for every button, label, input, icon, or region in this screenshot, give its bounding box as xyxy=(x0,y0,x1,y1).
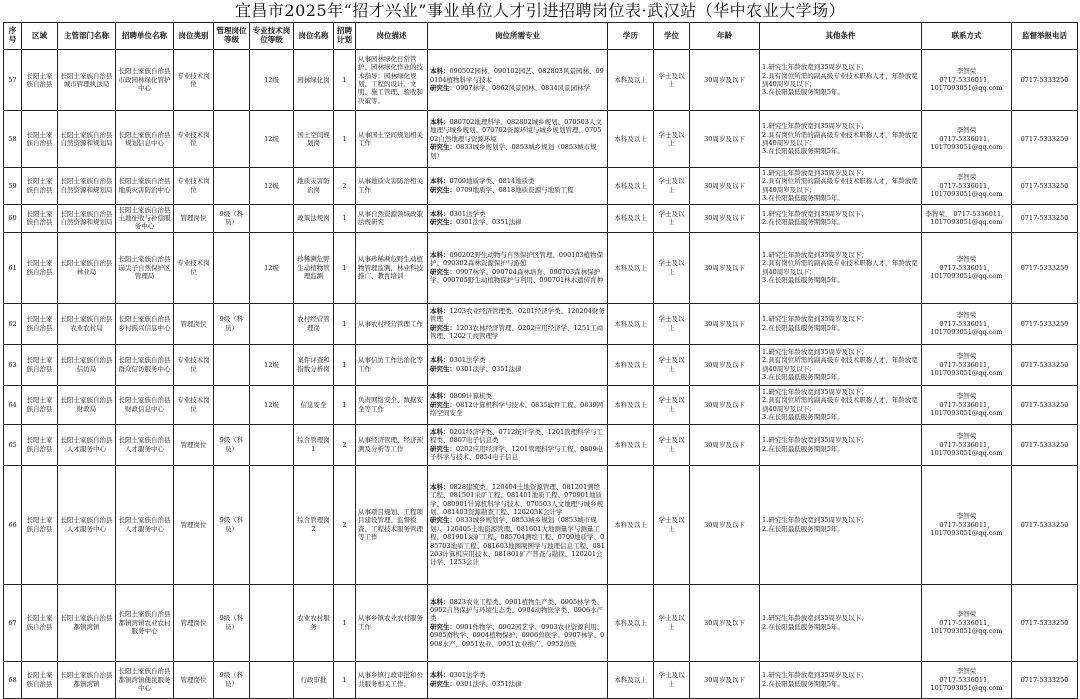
cell-post: 地质灾害防治岗 xyxy=(294,168,334,205)
undergrad-majors: 1203农业经济管理类、0201经济学类、120204财务管理 xyxy=(430,307,605,324)
header-row xyxy=(4,23,1078,50)
cell-major xyxy=(428,661,608,698)
cell-unit: 长阳土家族自治县群众信访服务中心 xyxy=(116,344,174,385)
cell-unit: 长阳土家族自治县规划信息中心 xyxy=(116,111,174,168)
cell-area: 长阳土家族自治县 xyxy=(22,204,58,232)
cell-major xyxy=(428,232,608,303)
cell-dept: 长阳土家族自治县都镇湾镇 xyxy=(58,661,116,698)
cell-dept: 长阳土家族自治县人才服务中心 xyxy=(58,424,116,465)
table-row xyxy=(4,50,1078,111)
cell-degree: 学士及以上 xyxy=(654,344,690,385)
graduate-label: 研究生： xyxy=(430,444,456,453)
cell-age: 30周岁及以下 xyxy=(690,50,760,111)
cell-no: 58 xyxy=(4,111,22,168)
graduate-label: 研究生： xyxy=(430,400,456,409)
cell-major xyxy=(428,111,608,168)
cell-report: 0717-5333250 xyxy=(1012,303,1078,344)
cell-no: 59 xyxy=(4,168,22,205)
undergrad-majors: 0201经济学类、0712统计学类、1201管理科学与工程类、0807电子信息类 xyxy=(430,428,604,445)
cell-contact: 李智荣 0717-5336011， 1017093051@qq.com xyxy=(922,424,1012,465)
header-major: 岗位所需专业 xyxy=(428,23,608,50)
cell-unit: 长阳土家族自治县市政园林绿化管护中心 xyxy=(116,50,174,111)
cell-area: 长阳土家族自治县 xyxy=(22,168,58,205)
table-row xyxy=(4,168,1078,205)
cell-degree: 学士及以上 xyxy=(654,204,690,232)
cell-area: 长阳土家族自治县 xyxy=(22,50,58,111)
undergrad-label: 本科： xyxy=(430,428,450,437)
cell-area: 长阳土家族自治县 xyxy=(22,232,58,303)
graduate-majors: 0812计算机科学与技术、0835软件工程、0839网络空间安全 xyxy=(430,400,604,418)
cell-age: 30周岁及以下 xyxy=(690,465,760,584)
cell-other: 1.研究生年龄放宽到35周岁及以下； 2.具有岗位所需的副高级专业技术职称人才，年龄放宽到40周岁及以下； 3.在长阳最低服务期限5年。 xyxy=(760,344,922,385)
cell-major xyxy=(428,168,608,205)
header-dept: 主管部门名称 xyxy=(58,23,116,50)
graduate-label: 研究生： xyxy=(430,323,456,332)
cell-contact: 李智荣 0717-5336011， 1017093051@qq.com xyxy=(922,661,1012,698)
cell-major xyxy=(428,424,608,465)
graduate-majors: 0833城乡规划学、0853城乡规划（0853城市规划） xyxy=(430,143,597,160)
cell-report: 0717-5333250 xyxy=(1012,424,1078,465)
header-no: 序号 xyxy=(4,23,22,50)
cell-post: 案件评查和指数分析岗 xyxy=(294,344,334,385)
table-row xyxy=(4,385,1078,424)
cell-desc: 从事珍稀濒危野生动植物管理监测，林业科技推广、教育培训 xyxy=(356,232,428,303)
table-row xyxy=(4,661,1078,698)
header-report: 监督举报电话 xyxy=(1012,23,1078,50)
cell-plan: 1 xyxy=(334,344,356,385)
cell-edu: 本科及以上 xyxy=(608,344,654,385)
cell-type: 管理岗位 xyxy=(174,661,214,698)
cell-unit: 长阳土家族自治县地质灾害防治中心 xyxy=(116,168,174,205)
cell-plan: 1 xyxy=(334,303,356,344)
undergrad-label: 本科： xyxy=(430,307,450,316)
cell-degree: 学士及以上 xyxy=(654,168,690,205)
cell-desc: 从事乡镇农业农村服务工作 xyxy=(356,584,428,661)
cell-type: 专业技术岗位 xyxy=(174,344,214,385)
cell-plan: 1 xyxy=(334,661,356,698)
cell-unit: 长阳土家族自治县人才服务中心 xyxy=(116,465,174,584)
cell-plan: 1 xyxy=(334,232,356,303)
cell-edu: 本科及以上 xyxy=(608,385,654,424)
cell-edu: 本科及以上 xyxy=(608,111,654,168)
cell-tech-level: 12级 xyxy=(250,111,294,168)
cell-desc: 从事经济管理、经济预测及分析等工作 xyxy=(356,424,428,465)
cell-other: 1.研究生年龄放宽到35周岁及以下； 2.具有岗位所需的副高级专业技术职称人才，年龄放宽到40周岁及以下； 3.在长阳最低服务期限5年。 xyxy=(760,168,922,205)
cell-post: 珍稀濒危野生动植物管理监测 xyxy=(294,232,334,303)
cell-tech-level xyxy=(250,424,294,465)
cell-other: 1.研究生年龄放宽到35周岁及以下； 2.具有岗位所需的副高级专业技术职称人才，年龄放宽到40周岁及以下； 3.在长阳最低服务期限5年。 xyxy=(760,111,922,168)
cell-type: 专业技术岗位 xyxy=(174,111,214,168)
cell-other: 1.研究生年龄放宽到35周岁及以下； 2.在长阳最低服务期限5年。 xyxy=(760,584,922,661)
header-type: 岗位类别 xyxy=(174,23,214,50)
cell-tech-level xyxy=(250,584,294,661)
cell-area: 长阳土家族自治县 xyxy=(22,385,58,424)
cell-report: 0717-5333250 xyxy=(1012,204,1078,232)
cell-tech-level xyxy=(250,303,294,344)
graduate-label: 研究生： xyxy=(430,218,456,227)
cell-mgmt-level: 9级（科员） xyxy=(214,584,250,661)
cell-dept: 长阳土家族自治县自然资源和规划局 xyxy=(58,204,116,232)
cell-edu: 本科及以上 xyxy=(608,50,654,111)
cell-edu: 本科及以上 xyxy=(608,584,654,661)
cell-dept: 长阳土家族自治县林业局 xyxy=(58,232,116,303)
cell-edu: 本科及以上 xyxy=(608,661,654,698)
undergrad-majors: 0301法学类 xyxy=(449,209,486,218)
header-contact: 联系方式 xyxy=(922,23,1012,50)
cell-plan: 2 xyxy=(334,168,356,205)
cell-age: 30周岁及以下 xyxy=(690,385,760,424)
cell-age: 30周岁及以下 xyxy=(690,204,760,232)
cell-edu: 本科及以上 xyxy=(608,303,654,344)
cell-desc: 从事项目规划、工程项目建设管理、监督检查、工程技术服务管理等工作 xyxy=(356,465,428,584)
cell-edu: 本科及以上 xyxy=(608,168,654,205)
graduate-label: 研究生： xyxy=(430,185,456,194)
cell-desc: 从事园林绿化日常管护、园林绿化作业的技术指导；园林绿化规划、工程的设计、文明、施工管理、验收和决策等。 xyxy=(356,50,428,111)
cell-tech-level xyxy=(250,465,294,584)
cell-unit: 长阳土家族自治县乡村振兴信息中心 xyxy=(116,303,174,344)
cell-desc: 从事自然资源领域政策法规研究 xyxy=(356,204,428,232)
cell-age: 30周岁及以下 xyxy=(690,661,760,698)
cell-mgmt-level: 9级（科员） xyxy=(214,204,250,232)
cell-dept: 长阳土家族自治县自然资源和规划局 xyxy=(58,168,116,205)
cell-contact: 李智荣 0717-5336011， 1017093051@qq.com xyxy=(922,232,1012,303)
undergrad-label: 本科： xyxy=(430,251,450,260)
cell-edu: 本科及以上 xyxy=(608,424,654,465)
cell-major xyxy=(428,204,608,232)
table-row xyxy=(4,465,1078,584)
cell-contact: 李智荣 0717-5336011， 1017093051@qq.com xyxy=(922,344,1012,385)
cell-major xyxy=(428,303,608,344)
cell-desc: 负责网络安全、数据安全等工作 xyxy=(356,385,428,424)
header-post: 岗位名称 xyxy=(294,23,334,50)
cell-mgmt-level xyxy=(214,385,250,424)
cell-area: 长阳土家族自治县 xyxy=(22,111,58,168)
cell-no: 65 xyxy=(4,424,22,465)
cell-contact: 李智荣 0717-5336011， 1017093051@qq.com xyxy=(922,584,1012,661)
undergrad-label: 本科： xyxy=(430,597,450,606)
cell-tech-level: 12级 xyxy=(250,344,294,385)
graduate-majors: 0901作物学、0902园艺学、0903农业资源利用、0905畜牧学、0904植物保护、0906兽医学、0907林学、0908水产、0951农业、0951农业推广、0952兽医 xyxy=(430,622,605,648)
graduate-label: 研究生： xyxy=(430,267,456,276)
cell-major xyxy=(428,465,608,584)
cell-dept: 长阳土家族自治县财政局 xyxy=(58,385,116,424)
cell-area: 长阳土家族自治县 xyxy=(22,424,58,465)
undergrad-majors: 0823农业工程类、0901植物生产类、0905林学类、0902自然保护与环境生态类、0904动物医学类、0906水产类 xyxy=(430,597,604,623)
cell-age: 30周岁及以下 xyxy=(690,168,760,205)
header-tech-level: 专业技术岗位等级 xyxy=(250,23,294,50)
table-row xyxy=(4,424,1078,465)
cell-type: 管理岗位 xyxy=(174,424,214,465)
graduate-label: 研究生： xyxy=(430,679,456,688)
undergrad-label: 本科： xyxy=(430,392,450,401)
graduate-majors: 0709地质学、0818地质资源与地质工程 xyxy=(456,185,574,194)
cell-report: 0717-5333250 xyxy=(1012,232,1078,303)
cell-degree: 学士及以上 xyxy=(654,424,690,465)
cell-age: 30周岁及以下 xyxy=(690,424,760,465)
cell-no: 57 xyxy=(4,50,22,111)
undergrad-label: 本科： xyxy=(430,356,450,365)
cell-tech-level: 12级 xyxy=(250,385,294,424)
cell-contact: 李智荣 0717-5336011， 1017093051@qq.com xyxy=(922,111,1012,168)
graduate-label: 研究生： xyxy=(430,516,456,525)
cell-report: 0717-5333250 xyxy=(1012,168,1078,205)
header-age: 年龄 xyxy=(690,23,760,50)
cell-type: 管理岗位 xyxy=(174,584,214,661)
undergrad-majors: 0301法学类 xyxy=(449,356,486,365)
cell-mgmt-level xyxy=(214,344,250,385)
graduate-majors: 0907林学、0862风景园林、0834风景园林学 xyxy=(456,84,591,93)
cell-type: 管理岗位 xyxy=(174,465,214,584)
cell-plan: 1 xyxy=(334,204,356,232)
cell-no: 67 xyxy=(4,584,22,661)
cell-mgmt-level: 9级（科员） xyxy=(214,661,250,698)
cell-type: 专业技术岗位 xyxy=(174,385,214,424)
table-row xyxy=(4,111,1078,168)
cell-post: 信息安全 xyxy=(294,385,334,424)
cell-area: 长阳土家族自治县 xyxy=(22,584,58,661)
cell-post: 政策法规岗 xyxy=(294,204,334,232)
cell-age: 30周岁及以下 xyxy=(690,584,760,661)
cell-mgmt-level: 9级（科员） xyxy=(214,303,250,344)
cell-other: 1.研究生年龄放宽到35周岁及以下； 2.在长阳最低服务期限5年。 xyxy=(760,661,922,698)
cell-other: 1.研究生年龄放宽到35周岁及以下； 2.具有岗位所需的副高级专业技术职称人才，年龄放宽到40周岁及以下； 3.在长阳最低服务期限5年。 xyxy=(760,232,922,303)
cell-no: 61 xyxy=(4,232,22,303)
graduate-majors: 0833城乡规划学、0853城乡规划（0853城市规划）、120405土地资源管理、081601大地测量学与测量工程、081901采矿工程、085704测绘工程、0709地质学、085703地质工程、081603地图制图学与地理信息工程、081203计算机应用技术、081801矿产普查与勘探、120201会计学、1253会计 xyxy=(430,516,605,567)
cell-age: 30周岁及以下 xyxy=(690,111,760,168)
cell-report: 0717-5333250 xyxy=(1012,584,1078,661)
header-edu: 学历 xyxy=(608,23,654,50)
cell-unit: 长阳土家族自治县人才服务中心 xyxy=(116,424,174,465)
undergrad-majors: 0809计算机类 xyxy=(449,392,493,401)
graduate-majors: 0202应用经济学、1201管理科学与工程、0809电子科学与技术、0854电子信息 xyxy=(430,444,604,462)
undergrad-label: 本科： xyxy=(430,209,450,218)
table-row xyxy=(4,204,1078,232)
table-row xyxy=(4,303,1078,344)
cell-desc: 从事乡镇行政审批和公共服务相关工作。 xyxy=(356,661,428,698)
cell-major xyxy=(428,50,608,111)
cell-plan: 2 xyxy=(334,465,356,584)
cell-degree: 学士及以上 xyxy=(654,50,690,111)
cell-dept: 长阳土家族自治县人才服务中心 xyxy=(58,465,116,584)
graduate-majors: 0301法学、0351法律 xyxy=(456,364,522,373)
cell-area: 长阳土家族自治县 xyxy=(22,465,58,584)
header-plan: 招聘计划 xyxy=(334,23,356,50)
cell-post: 农业农村服务 xyxy=(294,584,334,661)
cell-edu: 本科及以上 xyxy=(608,204,654,232)
cell-desc: 从事地质灾害防治相关工作 xyxy=(356,168,428,205)
undergrad-label: 本科： xyxy=(430,177,450,186)
cell-unit: 长阳土家族自治县都镇湾镇农业农村服务中心 xyxy=(116,584,174,661)
cell-contact: 李智荣 0717-5336011， 1017093051@qq.com xyxy=(922,385,1012,424)
header-area: 区域 xyxy=(22,23,58,50)
undergrad-majors: 0828建筑类、120404土地资源管理、081201测绘工程、081501采矿工程、081401地质工程、070901地质学、080901计算机科学与技术、070503人文地理与城乡规划、081403资源勘查工程、120203K会计学 xyxy=(430,482,604,517)
table-body xyxy=(4,50,1078,699)
cell-no: 66 xyxy=(4,465,22,584)
cell-plan: 1 xyxy=(334,385,356,424)
cell-unit: 长阳土家族自治县财政信息中心 xyxy=(116,385,174,424)
graduate-label: 研究生： xyxy=(430,143,456,152)
cell-desc: 从事国土空间规划相关工作 xyxy=(356,111,428,168)
cell-unit: 长阳土家族自治县都镇湾镇便民服务中心 xyxy=(116,661,174,698)
cell-major xyxy=(428,584,608,661)
cell-mgmt-level xyxy=(214,111,250,168)
cell-tech-level: 12级 xyxy=(250,168,294,205)
cell-other: 1.研究生年龄放宽到35周岁及以下； 2.在长阳最低服务期限5年。 xyxy=(760,204,922,232)
cell-dept: 长阳土家族自治县城市管理执法局 xyxy=(58,50,116,111)
cell-plan: 1 xyxy=(334,111,356,168)
cell-tech-level xyxy=(250,661,294,698)
cell-post: 国土空间规划岗 xyxy=(294,111,334,168)
cell-no: 63 xyxy=(4,344,22,385)
graduate-majors: 0301法学、0351法律 xyxy=(456,679,522,688)
cell-other: 1.研究生年龄放宽到35周岁及以下； 2.在长阳最低服务期限5年。 xyxy=(760,424,922,465)
cell-age: 30周岁及以下 xyxy=(690,232,760,303)
cell-plan: 2 xyxy=(334,424,356,465)
cell-report: 0717-5333250 xyxy=(1012,661,1078,698)
cell-type: 管理岗位 xyxy=(174,204,214,232)
cell-major xyxy=(428,344,608,385)
cell-contact: 李智荣 0717-5336011， 1017093051@qq.com xyxy=(922,303,1012,344)
cell-area: 长阳土家族自治县 xyxy=(22,344,58,385)
undergrad-majors: 080702地理科学、082802城乡规划、070503人文地理与城乡规划、070702资源环境与城乡规划管理、070502自然地理与资源环境 xyxy=(430,117,602,143)
cell-no: 60 xyxy=(4,204,22,232)
cell-edu: 本科及以上 xyxy=(608,465,654,584)
cell-plan: 1 xyxy=(334,50,356,111)
cell-area: 长阳土家族自治县 xyxy=(22,303,58,344)
cell-post: 综合管理岗2 xyxy=(294,465,334,584)
undergrad-majors: 0709地质学类、0814地质类 xyxy=(449,177,535,186)
cell-degree: 学士及以上 xyxy=(654,111,690,168)
cell-degree: 学士及以上 xyxy=(654,303,690,344)
cell-other: 1.研究生年龄放宽到35周岁及以下； 2.具有岗位所需的副高级专业技术职称人才，年龄放宽到40周岁及以下； 3.在长阳最低服务期限5年。 xyxy=(760,385,922,424)
cell-contact: 李智荣 0717-5336011， 1017093051@qq.com xyxy=(922,465,1012,584)
cell-major xyxy=(428,385,608,424)
cell-dept: 长阳土家族自治县农业农村局 xyxy=(58,303,116,344)
cell-no: 68 xyxy=(4,661,22,698)
cell-post: 行政审批 xyxy=(294,661,334,698)
cell-degree: 学士及以上 xyxy=(654,661,690,698)
header-degree: 学位 xyxy=(654,23,690,50)
cell-mgmt-level xyxy=(214,168,250,205)
cell-dept: 长阳土家族自治县自然资源和规划局 xyxy=(58,111,116,168)
cell-post: 园林绿化岗 xyxy=(294,50,334,111)
cell-plan: 1 xyxy=(334,584,356,661)
header-desc: 岗位描述 xyxy=(356,23,428,50)
undergrad-label: 本科： xyxy=(430,671,450,680)
cell-tech-level xyxy=(250,204,294,232)
graduate-majors: 0907林学、090704森林培育、090703森林保护学、090705野生动植物保护与利用、090701林木遗传育种 xyxy=(430,267,604,285)
graduate-label: 研究生： xyxy=(430,622,456,631)
cell-type: 专业技术岗位 xyxy=(174,232,214,303)
cell-contact: 李智荣 0717-5336011， 1017093051@qq.com xyxy=(922,168,1012,205)
recruitment-table xyxy=(3,22,1078,699)
cell-no: 64 xyxy=(4,385,22,424)
cell-mgmt-level xyxy=(214,232,250,303)
cell-contact: 李智荣， 0717-5336011， 1017093051@qq.com xyxy=(922,204,1012,232)
cell-contact: 李智荣 0717-5336011， 1017093051@qq.com xyxy=(922,50,1012,111)
graduate-label: 研究生： xyxy=(430,84,456,93)
header-unit: 招聘单位名称 xyxy=(116,23,174,50)
cell-desc: 从事信访工作法治化等工作 xyxy=(356,344,428,385)
cell-mgmt-level: 9级（科员） xyxy=(214,465,250,584)
cell-report: 0717-5333250 xyxy=(1012,465,1078,584)
cell-tech-level: 12级 xyxy=(250,50,294,111)
cell-no: 62 xyxy=(4,303,22,344)
cell-degree: 学士及以上 xyxy=(654,584,690,661)
header-other: 其他条件 xyxy=(760,23,922,50)
table-row xyxy=(4,584,1078,661)
cell-post: 综合管理岗1 xyxy=(294,424,334,465)
cell-degree: 学士及以上 xyxy=(654,385,690,424)
cell-other: 1.研究生年龄放宽到35周岁及以下； 2.在长阳最低服务期限5年。 xyxy=(760,465,922,584)
cell-unit: 长阳土家族自治县崩尖子自然保护区管理局 xyxy=(116,232,174,303)
undergrad-label: 本科： xyxy=(430,117,450,126)
graduate-majors: 1203农林经济管理、0202应用经济学、1251工商管理、1202工商管理学 xyxy=(430,323,604,341)
undergrad-majors: 090202野生动物与自然保护区管理、090103植物保护、090302森林资源保护与游憩 xyxy=(430,251,604,268)
cell-age: 30周岁及以下 xyxy=(690,344,760,385)
cell-age: 30周岁及以下 xyxy=(690,303,760,344)
header-mgmt-level: 管理岗位等级 xyxy=(214,23,250,50)
undergrad-label: 本科： xyxy=(430,482,450,491)
graduate-label: 研究生： xyxy=(430,364,456,373)
undergrad-label: 本科： xyxy=(430,67,450,76)
cell-edu: 本科及以上 xyxy=(608,232,654,303)
page-title: 宜昌市2025年“招才兴业”事业单位人才引进招聘岗位表·武汉站（华中农业大学场） xyxy=(234,1,846,20)
cell-type: 专业技术岗位 xyxy=(174,50,214,111)
cell-other: 1.研究生年龄放宽到35周岁及以下； 2.具有岗位所需的副高级专业技术职称人才，年龄放宽到40周岁及以下； 3.在长阳最低服务期限5年。 xyxy=(760,50,922,111)
cell-area: 长阳土家族自治县 xyxy=(22,661,58,698)
cell-degree: 学士及以上 xyxy=(654,232,690,303)
cell-report: 0717-5333250 xyxy=(1012,344,1078,385)
cell-type: 专业技术岗位 xyxy=(174,168,214,205)
cell-degree: 学士及以上 xyxy=(654,465,690,584)
undergrad-majors: 0301法学类 xyxy=(449,671,486,680)
cell-report: 0717-5333250 xyxy=(1012,385,1078,424)
cell-report: 0717-5333250 xyxy=(1012,50,1078,111)
cell-report: 0717-5333250 xyxy=(1012,111,1078,168)
cell-mgmt-level xyxy=(214,50,250,111)
cell-unit: 长阳土家族自治县土地征收与补偿服务中心 xyxy=(116,204,174,232)
undergrad-majors: 090502园林、090102园艺、082803风景园林、090104植物科学与技术 xyxy=(430,67,604,84)
cell-tech-level: 12级 xyxy=(250,232,294,303)
cell-dept: 长阳土家族自治县都镇湾镇 xyxy=(58,584,116,661)
cell-type: 管理岗位 xyxy=(174,303,214,344)
table-row xyxy=(4,344,1078,385)
cell-dept: 长阳土家族自治县信访局 xyxy=(58,344,116,385)
graduate-majors: 0301法学、0351法律 xyxy=(456,218,522,227)
cell-other: 1.研究生年龄放宽到35周岁及以下； 2.在长阳最低服务期限5年。 xyxy=(760,303,922,344)
cell-desc: 从事农村经营管理工作 xyxy=(356,303,428,344)
table-row xyxy=(4,232,1078,303)
cell-mgmt-level: 9级（科员） xyxy=(214,424,250,465)
cell-post: 农村经营管理岗 xyxy=(294,303,334,344)
